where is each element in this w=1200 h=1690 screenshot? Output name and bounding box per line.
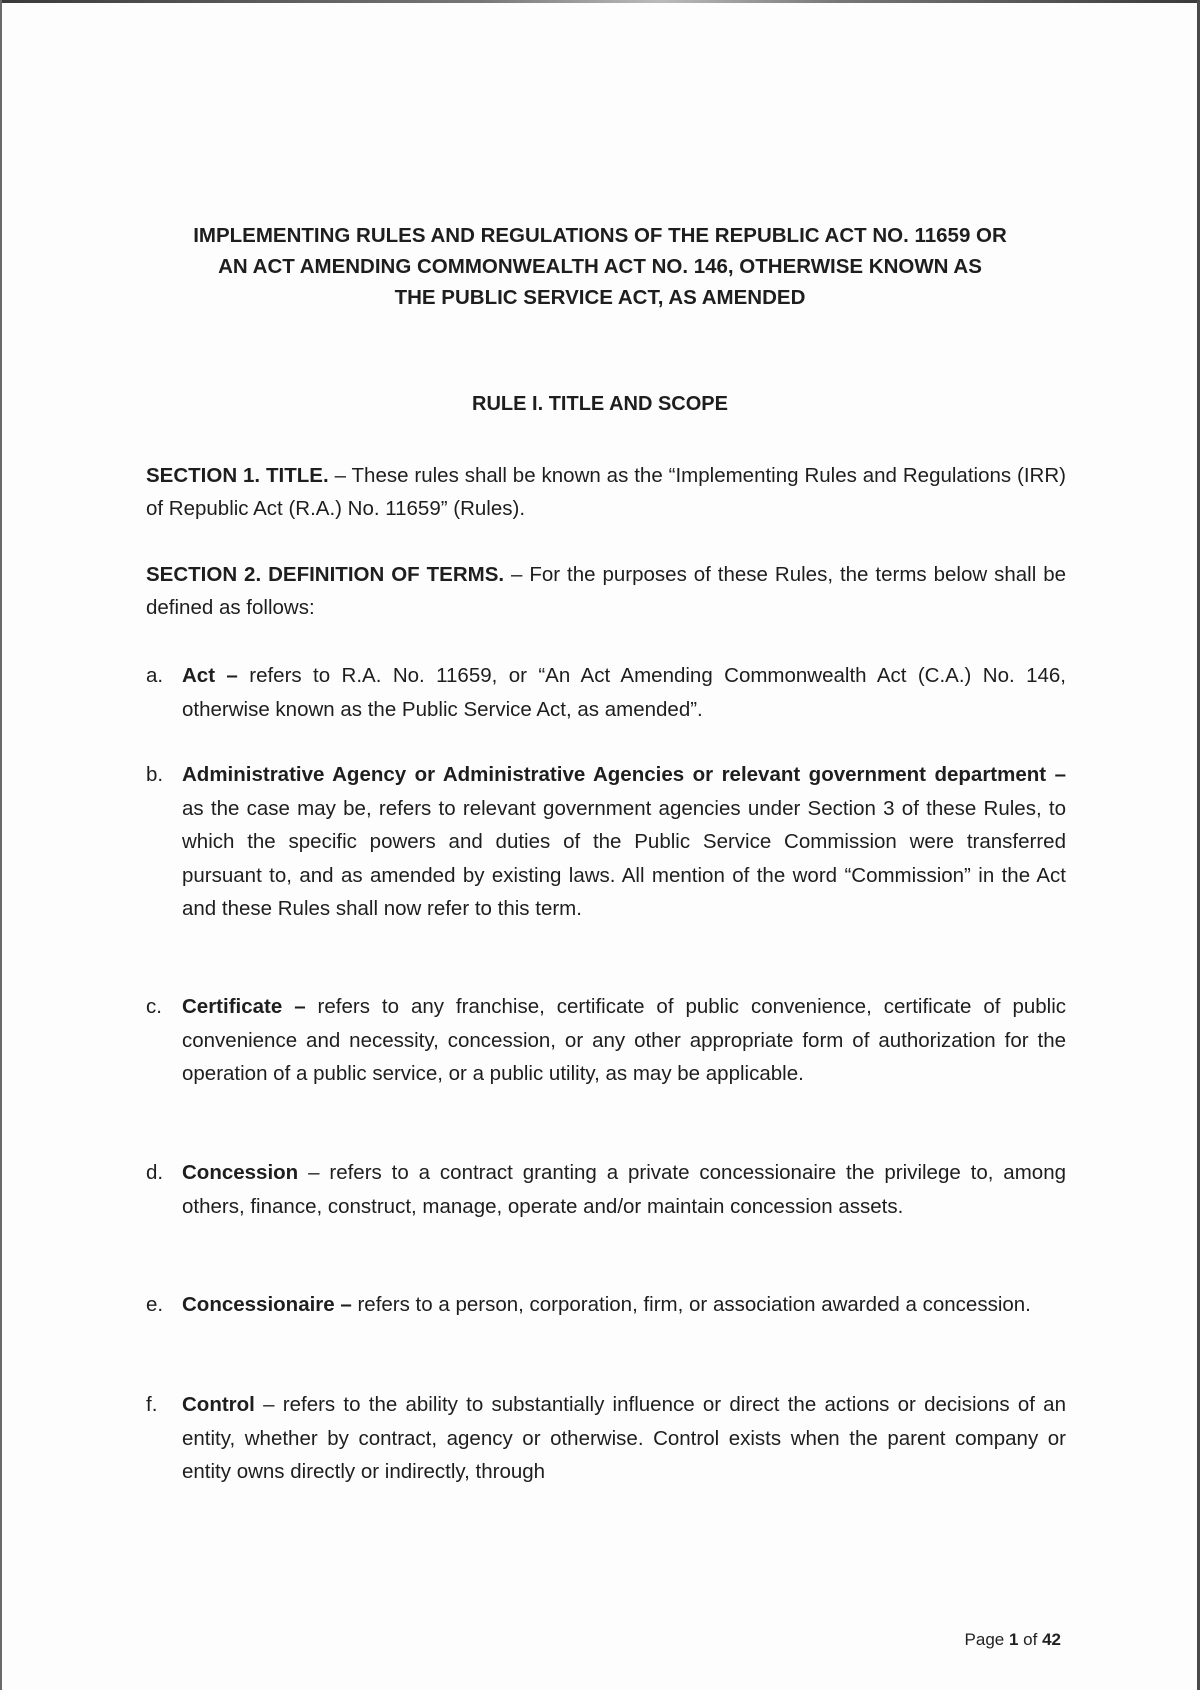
definition-text: refers to a person, corporation, firm, or association awarded a concession.	[351, 1293, 1031, 1316]
section-2-text: – For the purposes of these Rules, the terms below shall be defined as follows:	[146, 563, 1066, 619]
title-line-2: AN ACT AMENDING COMMONWEALTH ACT NO. 146, OTHERWISE KNOWN AS	[218, 255, 982, 278]
document-title	[140, 220, 1060, 313]
definition-term: Certificate –	[182, 995, 306, 1018]
definition-text: as the case may be, refers to relevant government agencies under Section 3 of these Rules, to which the specific powers and duties of the Public Service Commission were transferred pursuant to, and as amended by existing laws. All mention of the word “Commission” in the Act and these Rules shall now refer to this term.	[182, 796, 1066, 920]
rule-heading: RULE I. TITLE AND SCOPE	[472, 393, 728, 415]
definition-letter: c.	[146, 995, 162, 1018]
scan-edge-left	[0, 0, 2, 1690]
section-1	[146, 459, 1066, 525]
definition-item-d	[146, 1156, 1066, 1223]
definition-item-e	[146, 1288, 1066, 1322]
page-prefix: Page	[964, 1630, 1009, 1649]
scan-edge-top	[0, 0, 1200, 3]
definition-term: Control	[182, 1393, 255, 1416]
title-line-3: THE PUBLIC SERVICE ACT, AS AMENDED	[394, 286, 806, 309]
definition-text: refers to any franchise, certificate of public convenience, certificate of public convenience and necessity, concession, or any other appropriate form of authorization for the operation of a public service, or a public utility, as may be applicable.	[182, 995, 1066, 1085]
section-1-text: – These rules shall be known as the “Implementing Rules and Regulations (IRR) of Republic Act (R.A.) No. 11659” (Rules).	[146, 464, 1066, 520]
definition-term: Concessionaire –	[182, 1293, 352, 1316]
definition-term: Act –	[182, 664, 238, 687]
definition-text: – refers to a contract granting a private concessionaire the privilege to, among others, finance, construct, manage, operate and/or maintain concession assets.	[182, 1161, 1066, 1218]
definition-item-b	[146, 758, 1066, 926]
page-total: 42	[1042, 1630, 1061, 1649]
definition-term: Administrative Agency or Administrative Agencies or relevant government department –	[182, 763, 1066, 786]
title-line-1: IMPLEMENTING RULES AND REGULATIONS OF THE REPUBLIC ACT NO. 11659 OR	[193, 224, 1007, 247]
section-1-label: SECTION 1. TITLE.	[146, 464, 329, 487]
definition-text: refers to R.A. No. 11659, or “An Act Amending Commonwealth Act (C.A.) No. 146, otherwise known as the Public Service Act, as amended”.	[182, 664, 1066, 721]
definition-letter: d.	[146, 1161, 164, 1184]
definition-letter: e.	[146, 1293, 164, 1316]
definition-item-a	[146, 659, 1066, 726]
definition-letter: f.	[146, 1393, 158, 1416]
page-middle: of	[1018, 1630, 1043, 1649]
section-2-label: SECTION 2. DEFINITION OF TERMS.	[146, 563, 505, 586]
section-2	[146, 558, 1066, 624]
definition-term: Concession	[182, 1161, 299, 1184]
definition-text: – refers to the ability to substantially influence or direct the actions or decisions of an entity, whether by contract, agency or otherwise. Control exists when the parent company or entity owns directly or indirectly, through	[182, 1393, 1066, 1483]
page-number	[965, 1630, 1061, 1650]
definition-letter: b.	[146, 763, 164, 786]
definition-letter: a.	[146, 664, 164, 687]
definition-item-f	[146, 1388, 1066, 1489]
definition-item-c	[146, 990, 1066, 1091]
page-current: 1	[1008, 1630, 1019, 1649]
